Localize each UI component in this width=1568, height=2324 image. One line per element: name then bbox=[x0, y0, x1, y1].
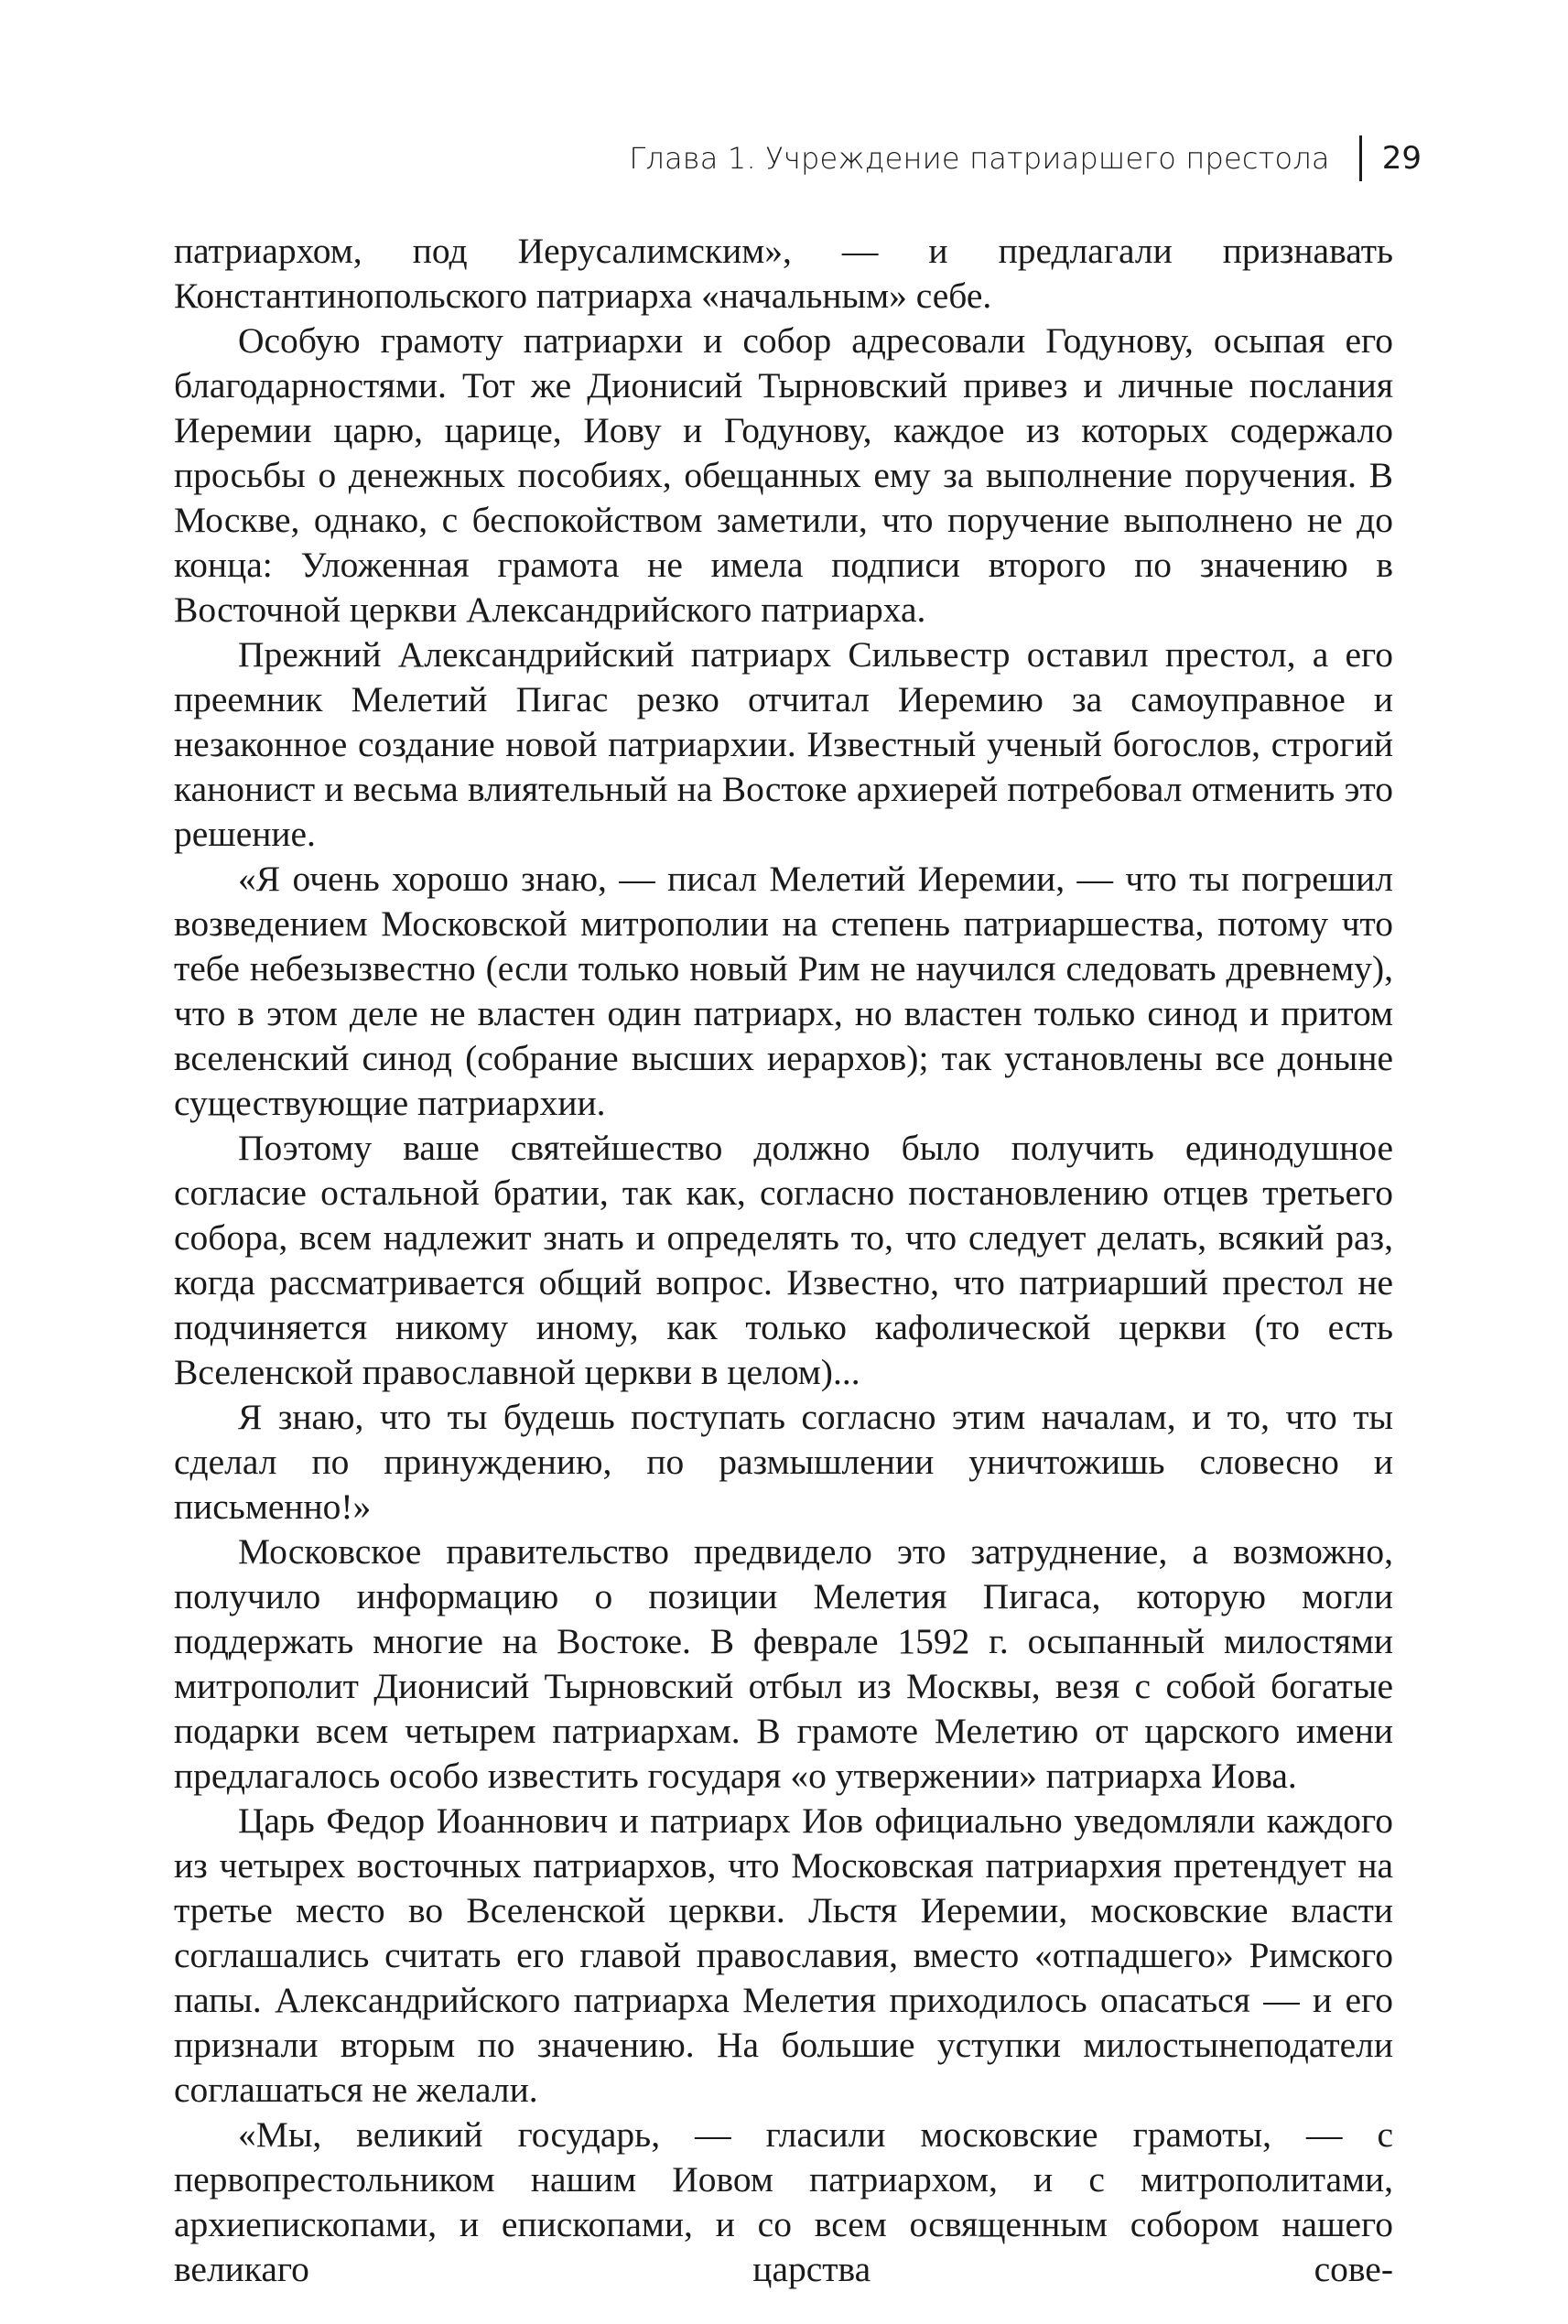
running-header bbox=[629, 133, 1422, 184]
running-header-chapter-title: Глава 1. Учреждение патриаршего престола bbox=[629, 141, 1330, 176]
paragraph: Московское правительство предвидело это затруднение, а возможно, получило информацию о позиции Мелетия Пигаса, которую могли поддержать многие на Востоке. В феврале 1592 г. осыпанный милостями митрополит Дионисий Тырновский отбыл из Москвы, везя с собой богатые подарки всем четырем патриархам. В грамоте Мелетию от царского имени предлагалось особо известить государя «о утвержении» патриарха Иова. bbox=[174, 1531, 1393, 1796]
paragraph-continued: патриархом, под Иерусалимским», — и предлагали признавать Константинопольского патриарха «начальным» себе. bbox=[174, 231, 1393, 316]
body-text bbox=[174, 229, 1393, 2292]
paragraph: Царь Федор Иоаннович и патриарх Иов официально уведомляли каждого из четырех восточных патриархов, что Московская патриархия претендует на третье место во Вселенской церкви. Льстя Иеремии, московские власти соглашались считать его главой православия, вместо «отпадшего» Римского папы. Александрийского патриарха Мелетия приходилось опасаться — и его признали вторым по значению. На большие уступки милостынеподатели соглашаться не желали. bbox=[174, 1800, 1393, 2110]
quote-paragraph: Я знаю, что ты будешь поступать согласно этим началам, и то, что ты сделал по принуждению, по размышлении уничтожишь словесно и письменно!» bbox=[174, 1397, 1393, 1527]
page-number: 29 bbox=[1381, 140, 1422, 177]
quote-paragraph: Поэтому ваше святейшество должно было получить единодушное согласие остальной братии, так как, согласно постановлению отцев третьего собора, всем надлежит знать и определять то, что следует делать, всякий раз, когда рассматривается общий вопрос. Известно, что патриарший престол не подчиняется никому иному, как только кафолической церкви (то есть Вселенской православной церкви в целом)... bbox=[174, 1128, 1393, 1392]
paragraph: Особую грамоту патриархи и собор адресовали Годунову, осыпая его благодарностями. Тот же Дионисий Тырновский привез и личные послания Иеремии царю, царице, Иову и Годунову, каждое из которых содержало просьбы о денежных пособиях, обещанных ему за выполнение поручения. В Москве, однако, с беспокойством заметили, что поручение выполнено не до конца: Уложенная грамота не имела подписи второго по значению в Восточной церкви Александрийского патриарха. bbox=[174, 320, 1393, 630]
quote-paragraph: «Я очень хорошо знаю, — писал Мелетий Иеремии, — что ты погрешил возведением Московской митрополии на степень патриаршества, потому что тебе небезызвестно (если только новый Рим не научился следовать древнему), что в этом деле не властен один патриарх, но властен только синод и притом вселенский синод (собрание высших иерархов); так установлены все доныне существующие патриархии. bbox=[174, 859, 1393, 1123]
header-divider bbox=[1359, 135, 1362, 181]
paragraph: Прежний Александрийский патриарх Сильвестр оставил престол, а его преемник Мелетий Пигас резко отчитал Иеремию за самоуправное и незаконное создание новой патриархии. Известный ученый богослов, строгий канонист и весьма влиятельный на Востоке архиерей потребовал отменить это решение. bbox=[174, 634, 1393, 854]
paragraph-continues-next-page: «Мы, великий государь, — гласили московские грамоты, — с первопрестольником нашим Иовом патриархом, и с митрополитами, архиепископами, и епископами, и со всем освященным собором нашего великаго царства сове- bbox=[174, 2114, 1393, 2289]
